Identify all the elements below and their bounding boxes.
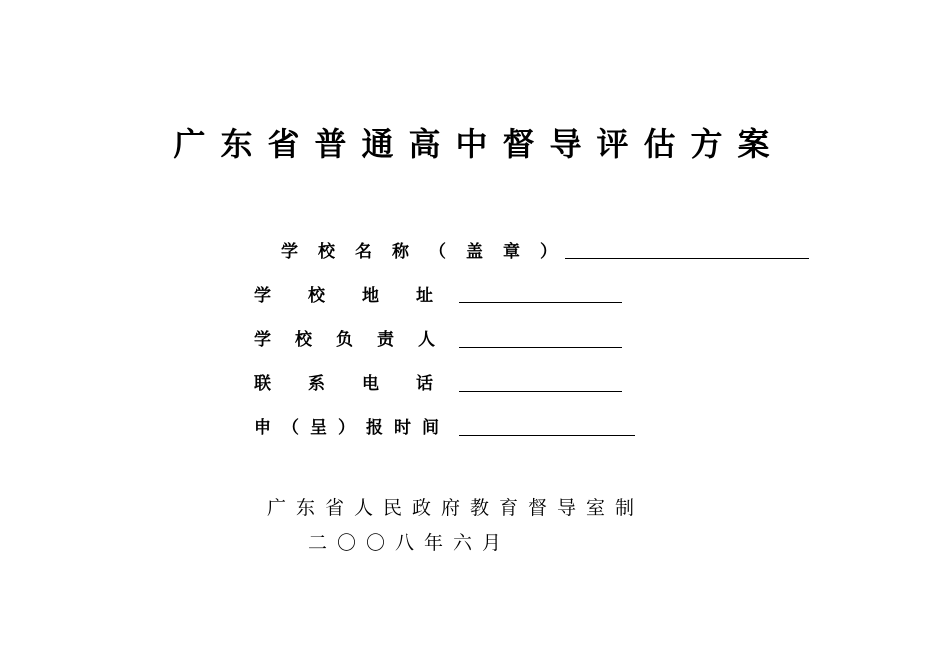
contact-phone-label: 联系电话 — [254, 374, 470, 394]
school-address-input-line[interactable] — [459, 302, 622, 303]
issue-date-text: 二〇〇八年六月 — [308, 532, 512, 554]
submission-time-input-line[interactable] — [459, 435, 635, 436]
school-head-input-line[interactable] — [459, 347, 622, 348]
school-name-input-line[interactable] — [565, 258, 809, 259]
submission-time-label: 申（呈）报时间 — [254, 418, 450, 438]
document-title: 广东省普通高中督导评估方案 — [173, 125, 785, 163]
school-name-label: 学校名称（盖章） — [281, 242, 577, 262]
school-address-label: 学校地址 — [254, 286, 470, 306]
school-head-label: 学校负责人 — [254, 330, 459, 350]
issuer-text: 广东省人民政府教育督导室制 — [267, 497, 645, 519]
contact-phone-input-line[interactable] — [459, 391, 622, 392]
